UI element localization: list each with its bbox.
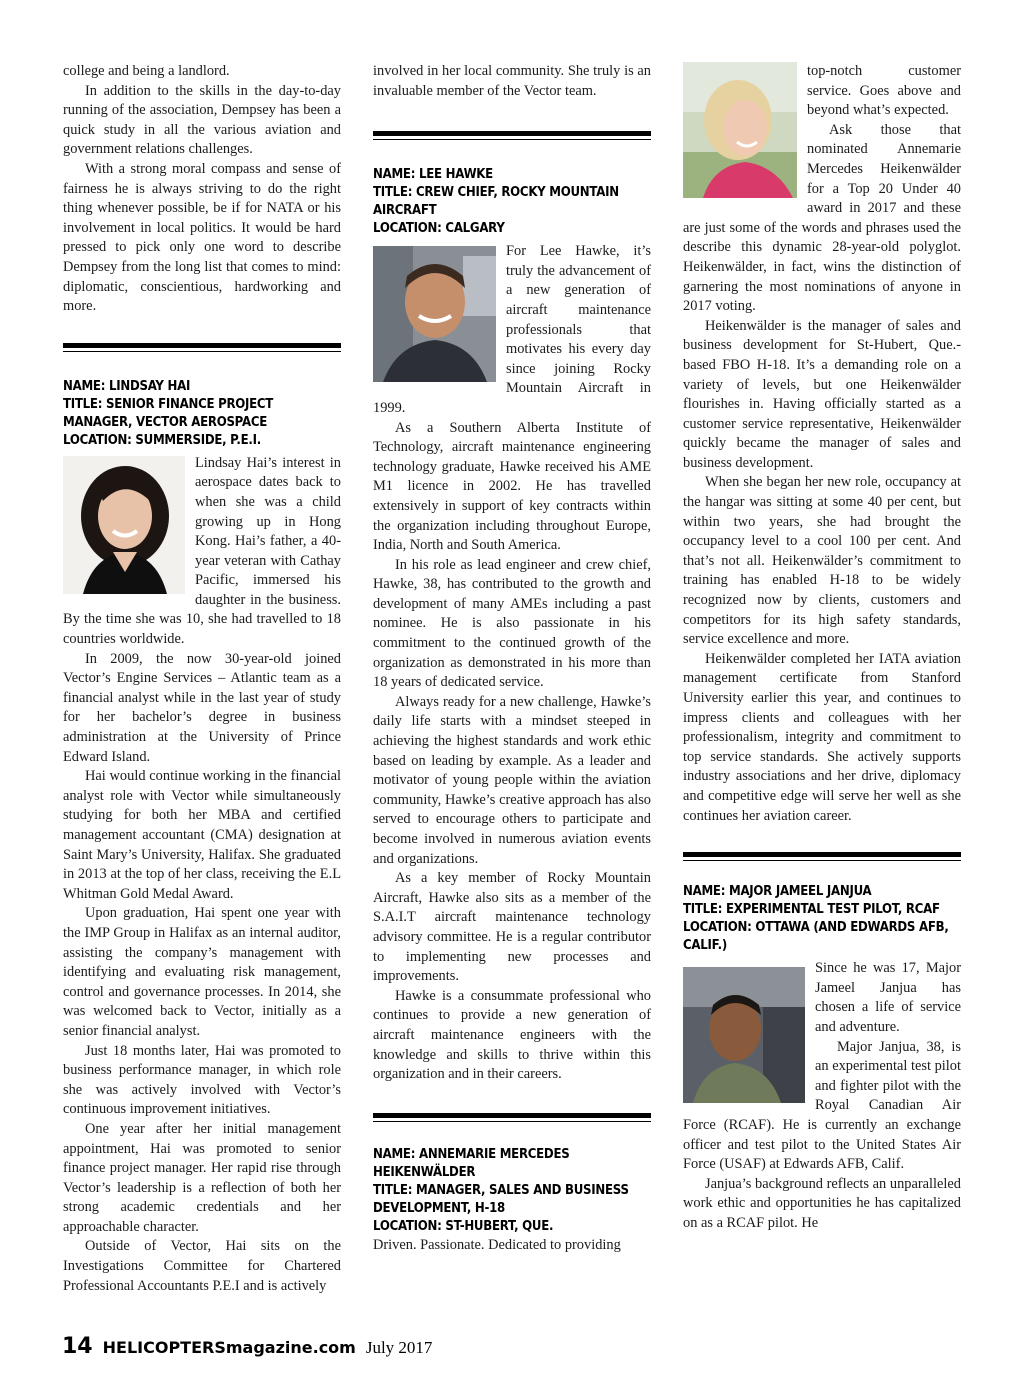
paragraph: When she began her new role, occupancy at the hangar was sitting at some 40 per cent, but within two years, she had brought the occupancy level to a cool 100 per cent. And that’s not all. Heikenwälder’s commitment to training has enabled H-18 to be widely recognized now by clients, customers and competitors for its high safety standards, service excellence and more. xyxy=(683,474,961,648)
column-1 xyxy=(63,62,341,1296)
paragraph: Janjua’s background reflects an unparalleled work ethic and opportunities he has capitalized on as a RCAF pilot. He xyxy=(683,1175,961,1231)
portrait-photo-heikenwalder xyxy=(683,62,797,205)
magazine-site: HELICOPTERSmagazine.com xyxy=(102,1338,356,1357)
paragraph: As a key member of Rocky Mountain Aircraft, Hawke also sits as a member of the S.A.I.T aircraft maintenance technology advisory committee. He is a regular contributor to implementing new processes and improvements. xyxy=(373,870,651,985)
paragraph: Driven. Passionate. Dedicated to providing xyxy=(373,1236,621,1253)
portrait-photo-hawke xyxy=(373,246,496,382)
paragraph: college and being a landlord. xyxy=(63,63,230,79)
paragraph: Always ready for a new challenge, Hawke’s daily life starts with a mindset steeped in achieving the highest standards and work ethic based on leading by example. As a leader and motivator of young people within the aviation community, Hawke’s creative approach has also served to encourage others to participate and become involved in numerous aviation events and organizations. xyxy=(373,693,651,867)
paragraph: involved in her local community. She truly is an invaluable member of the Vector team. xyxy=(373,63,651,99)
page-number: 14 xyxy=(62,1334,93,1359)
section-divider xyxy=(63,343,341,348)
profile-name-hawke: NAME: LEE HAWKE xyxy=(373,167,493,183)
profile-title-hai: TITLE: SENIOR FINANCE PROJECT MANAGER, VECTOR AEROSPACE xyxy=(63,396,274,430)
paragraph: Hai would continue working in the financial analyst role with Vector while simultaneously studying for both her MBA and certified management accountant (CMA) designation at Saint Mary’s University, Halifax. She graduated in 2013 at the top of her class, receiving the E.L Whitman Gold Medal Award. xyxy=(63,768,341,902)
profile-title-hawke: TITLE: CREW CHIEF, ROCKY MOUNTAIN AIRCRAFT xyxy=(373,185,619,219)
profile-name-janjua: NAME: MAJOR JAMEEL JANJUA xyxy=(683,884,872,900)
profile-title-heikenwalder: TITLE: MANAGER, SALES AND BUSINESS DEVELOPMENT, H-18 xyxy=(373,1182,629,1216)
paragraph: In addition to the skills in the day-to-day running of the association, Dempsey has been a quick study in all the various aviation and government relations challenges. xyxy=(63,82,341,158)
issue-date: July 2017 xyxy=(365,1338,433,1357)
paragraph: With a strong moral compass and sense of fairness he is always striving to do the right thing whenever possible, be if for NATA or his involvement in local politics. It would be hard pressed to pick only one word to describe Dempsey from the long list that comes to mind: diplomatic, conscientious, hardworking and more. xyxy=(63,160,341,315)
paragraph: One year after her initial management appointment, Hai was promoted to senior finance project manager. Her rapid rise through Vector’s leadership is a reflection of both her strong academic credentials and her approachable character. xyxy=(63,1120,341,1235)
profile-name-hai: NAME: LINDSAY HAI xyxy=(63,378,191,394)
profile-location-heikenwalder: LOCATION: ST-HUBERT, QUE. xyxy=(373,1218,554,1234)
paragraph: In his role as lead engineer and crew chief, Hawke, 38, has contributed to the growth and development of many AMEs including a past nominee. He is also passionate in his commitment to the continued growth of the organization as demonstrated in his more than 18 years of dedicated service. xyxy=(373,556,651,691)
portrait-photo-janjua xyxy=(683,967,805,1103)
paragraph: top-notch customer service. Goes above and beyond what’s expected. xyxy=(807,63,961,119)
column-3 xyxy=(683,62,961,1233)
profile-title-janjua: TITLE: EXPERIMENTAL TEST PILOT, RCAF xyxy=(683,902,940,918)
section-divider xyxy=(683,852,961,857)
profile-name-heikenwalder: NAME: ANNEMARIE MERCEDES HEIKENWÄLDER xyxy=(373,1146,570,1180)
paragraph: Outside of Vector, Hai sits on the Investigations Committee for Chartered Professional Accountants P.E.I and is actively xyxy=(63,1238,341,1294)
profile-location-hai: LOCATION: SUMMERSIDE, P.E.I. xyxy=(63,432,261,448)
profile-location-hawke: LOCATION: CALGARY xyxy=(373,221,505,237)
paragraph: Just 18 months later, Hai was promoted to business performance manager, in which role she was actively involved with Vector’s continuous improvement initiatives. xyxy=(63,1042,341,1118)
paragraph: Lindsay Hai’s interest in aerospace dates back to when she was a child growing up in Hong Kong. Hai’s father, a 40-year veteran with Cathay Pacific, immersed his daughter in the business. By the time she was 10, she had travelled to 18 countries worldwide. xyxy=(63,454,341,648)
section-divider xyxy=(373,1113,651,1118)
paragraph: For Lee Hawke, it’s truly the advancement of a new generation of aircraft maintenance professionals that motivates his every day since joining Rocky Mountain Aircraft in 1999. xyxy=(373,243,651,416)
paragraph: Ask those that nominated Annemarie Mercedes Heikenwälder for a Top 20 Under 40 award in 2017 and these are just some of the words and phrases used the describe this dynamic 28-year-old polyglot. Heikenwälder, in fact, wins the distinction of garnering the most nominations of anyone in 2017 voting. xyxy=(683,121,961,315)
paragraph: Heikenwälder is the manager of sales and business development for St-Hubert, Que.-based FBO H-18. It’s a demanding role on a variety of levels, but one Heikenwälder flourishes in. Having officially started as a customer service representative, Heikenwälder quickly became the manager of sales and business development. xyxy=(683,317,961,471)
column-2 xyxy=(373,62,651,1255)
paragraph: As a Southern Alberta Institute of Technology, aircraft maintenance engineering technology graduate, Hawke received his AME M1 licence in 2002. He has travelled extensively in support of key contracts within the organization including throughout Europe, India, North and South America. xyxy=(373,419,651,554)
paragraph: Upon graduation, Hai spent one year with the IMP Group in Halifax as an internal auditor, assisting the company’s management with identifying and evaluating risk management, control and governance processes. In 2014, she was welcomed back to Vector, initially as a senior financial analyst. xyxy=(63,905,341,1039)
profile-location-janjua: LOCATION: OTTAWA (AND EDWARDS AFB, CALIF.) xyxy=(683,920,949,954)
paragraph: In 2009, the now 30-year-old joined Vector’s Engine Services – Atlantic team as a financial analyst while in the last year of study for her bachelor’s degree in business administration at the University of Prince Edward Island. xyxy=(63,650,341,765)
section-divider xyxy=(373,131,651,136)
paragraph: Since he was 17, Major Jameel Janjua has chosen a life of service and adventure. xyxy=(815,960,961,1035)
paragraph: Major Janjua, 38, is an experimental test pilot and fighter pilot with the Royal Canadian Air Force (RCAF). He is currently an exchange officer and test pilot to the United States Air Force (USAF) at Edwards AFB, Calif. xyxy=(683,1038,961,1173)
portrait-photo-hai xyxy=(63,456,185,594)
paragraph: Heikenwälder completed her IATA aviation management certificate from Stanford University earlier this year, and continues to impress clients and colleagues with her professionalism, integrity and commitment to top service standards. She actively supports industry associations and her drive, diplomacy and competitive edge will serve her well as she continues her aviation career. xyxy=(683,650,961,824)
page-footer xyxy=(62,1334,432,1359)
paragraph: Hawke is a consummate professional who continues to provide a new generation of aircraft maintenance engineers with the knowledge and skills to thrive within this organization and in their careers. xyxy=(373,987,651,1083)
